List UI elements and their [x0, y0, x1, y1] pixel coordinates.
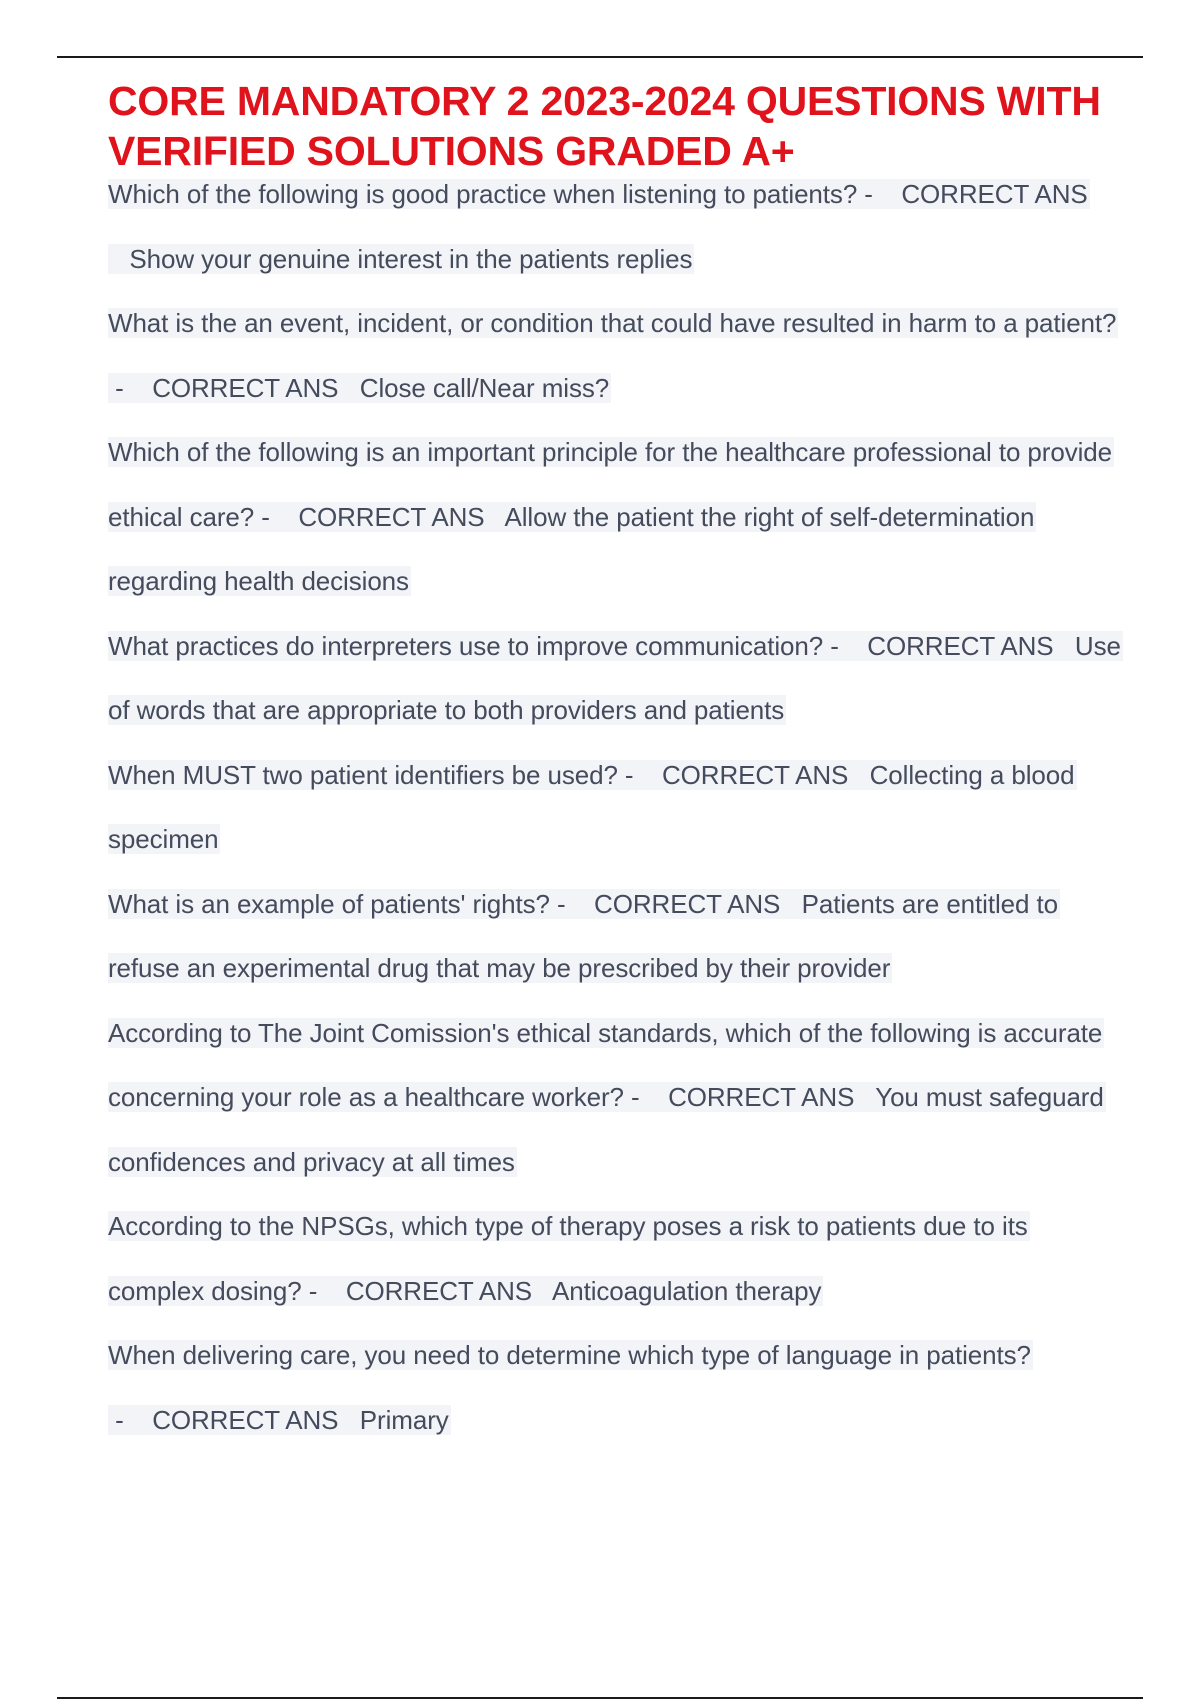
question-text: What practices do interpreters use to improve communication?: [108, 630, 824, 661]
answer-text: Allow the patient the right of self-determination regarding health decisions: [108, 501, 1035, 596]
qa-item: According to the NPSGs, which type of therapy poses a risk to patients due to its complex dosing? - CORRECT ANS Anticoagulation therapy: [108, 1211, 1028, 1306]
answer-marker: CORRECT ANS: [662, 759, 849, 790]
answer-marker: CORRECT ANS: [668, 1082, 855, 1112]
question-text: According to The Joint Comission's ethical standards, which of the following is accurate concerning your role as a healthcare worker?: [108, 1017, 1103, 1112]
answer-marker: CORRECT ANS: [867, 630, 1054, 661]
document-title: CORE MANDATORY 2 2023-2024 QUESTIONS WITH VERIFIED SOLUTIONS GRADED A+: [108, 78, 1101, 174]
qa-item: What is the an event, incident, or condition that could have resulted in harm to a patient? - CORRECT ANS Close call/Near miss?: [108, 308, 1117, 403]
answer-text: Close call/Near miss?: [359, 372, 610, 403]
answer-text: Anticoagulation therapy: [551, 1275, 822, 1306]
answer-text: Use of words that are appropriate to both providers and patients: [108, 630, 1121, 725]
question-text: Which of the following is good practice when listening to patients?: [108, 179, 858, 209]
qa-item: What is an example of patients' rights? - CORRECT ANS Patients are entitled to refuse an experimental drug that may be prescribed by their provider: [108, 888, 1058, 983]
question-text: When delivering care, you need to determine which type of language in patients?: [108, 1340, 1031, 1370]
answer-marker: CORRECT ANS: [594, 888, 781, 919]
answer-marker: CORRECT ANS: [298, 501, 485, 532]
qa-item: When delivering care, you need to determine which type of language in patients? - CORRECT ANS Primary: [108, 1340, 1031, 1435]
qa-item: When MUST two patient identifiers be used? - CORRECT ANS Collecting a blood specimen: [108, 759, 1075, 854]
answer-marker: CORRECT ANS: [152, 1404, 339, 1435]
answer-text: Show your genuine interest in the patients replies: [129, 243, 693, 274]
qa-item: What practices do interpreters use to improve communication? - CORRECT ANS Use of words that are appropriate to both providers and patients: [108, 630, 1121, 725]
qa-item: Which of the following is good practice when listening to patients? - CORRECT ANS Show your genuine interest in the patients replies: [108, 179, 1088, 274]
answer-text: You must safeguard confidences and privacy at all times: [108, 1082, 1104, 1177]
document-body: [108, 76, 1123, 1452]
answer-marker: CORRECT ANS: [152, 372, 339, 403]
qa-item: According to The Joint Comission's ethical standards, which of the following is accurate concerning your role as a healthcare worker? - CORRECT ANS You must safeguard confidences and privacy at all times: [108, 1017, 1104, 1177]
answer-marker: CORRECT ANS: [901, 179, 1088, 209]
question-text: What is the an event, incident, or condition that could have resulted in harm to a patient?: [108, 308, 1117, 338]
answer-text: Primary: [359, 1404, 449, 1435]
qa-item: Which of the following is an important principle for the healthcare professional to provide ethical care? - CORRECT ANS Allow the patient the right of self-determination regarding health decisions: [108, 437, 1112, 596]
question-text: Which of the following is an important principle for the healthcare professional to provide ethical care?: [108, 437, 1112, 532]
answer-marker: CORRECT ANS: [345, 1275, 533, 1306]
question-text: When MUST two patient identifiers be used?: [108, 759, 618, 790]
answer-text: Patients are entitled to refuse an experimental drug that may be prescribed by their provider: [108, 888, 1058, 983]
question-text: What is an example of patients' rights?: [108, 888, 550, 919]
answer-text: Collecting a blood specimen: [108, 759, 1075, 854]
qa-list: [108, 162, 1123, 1452]
bottom-divider: [57, 1697, 1143, 1699]
top-divider: [57, 56, 1143, 58]
question-text: According to the NPSGs, which type of therapy poses a risk to patients due to its complex dosing?: [108, 1211, 1028, 1306]
